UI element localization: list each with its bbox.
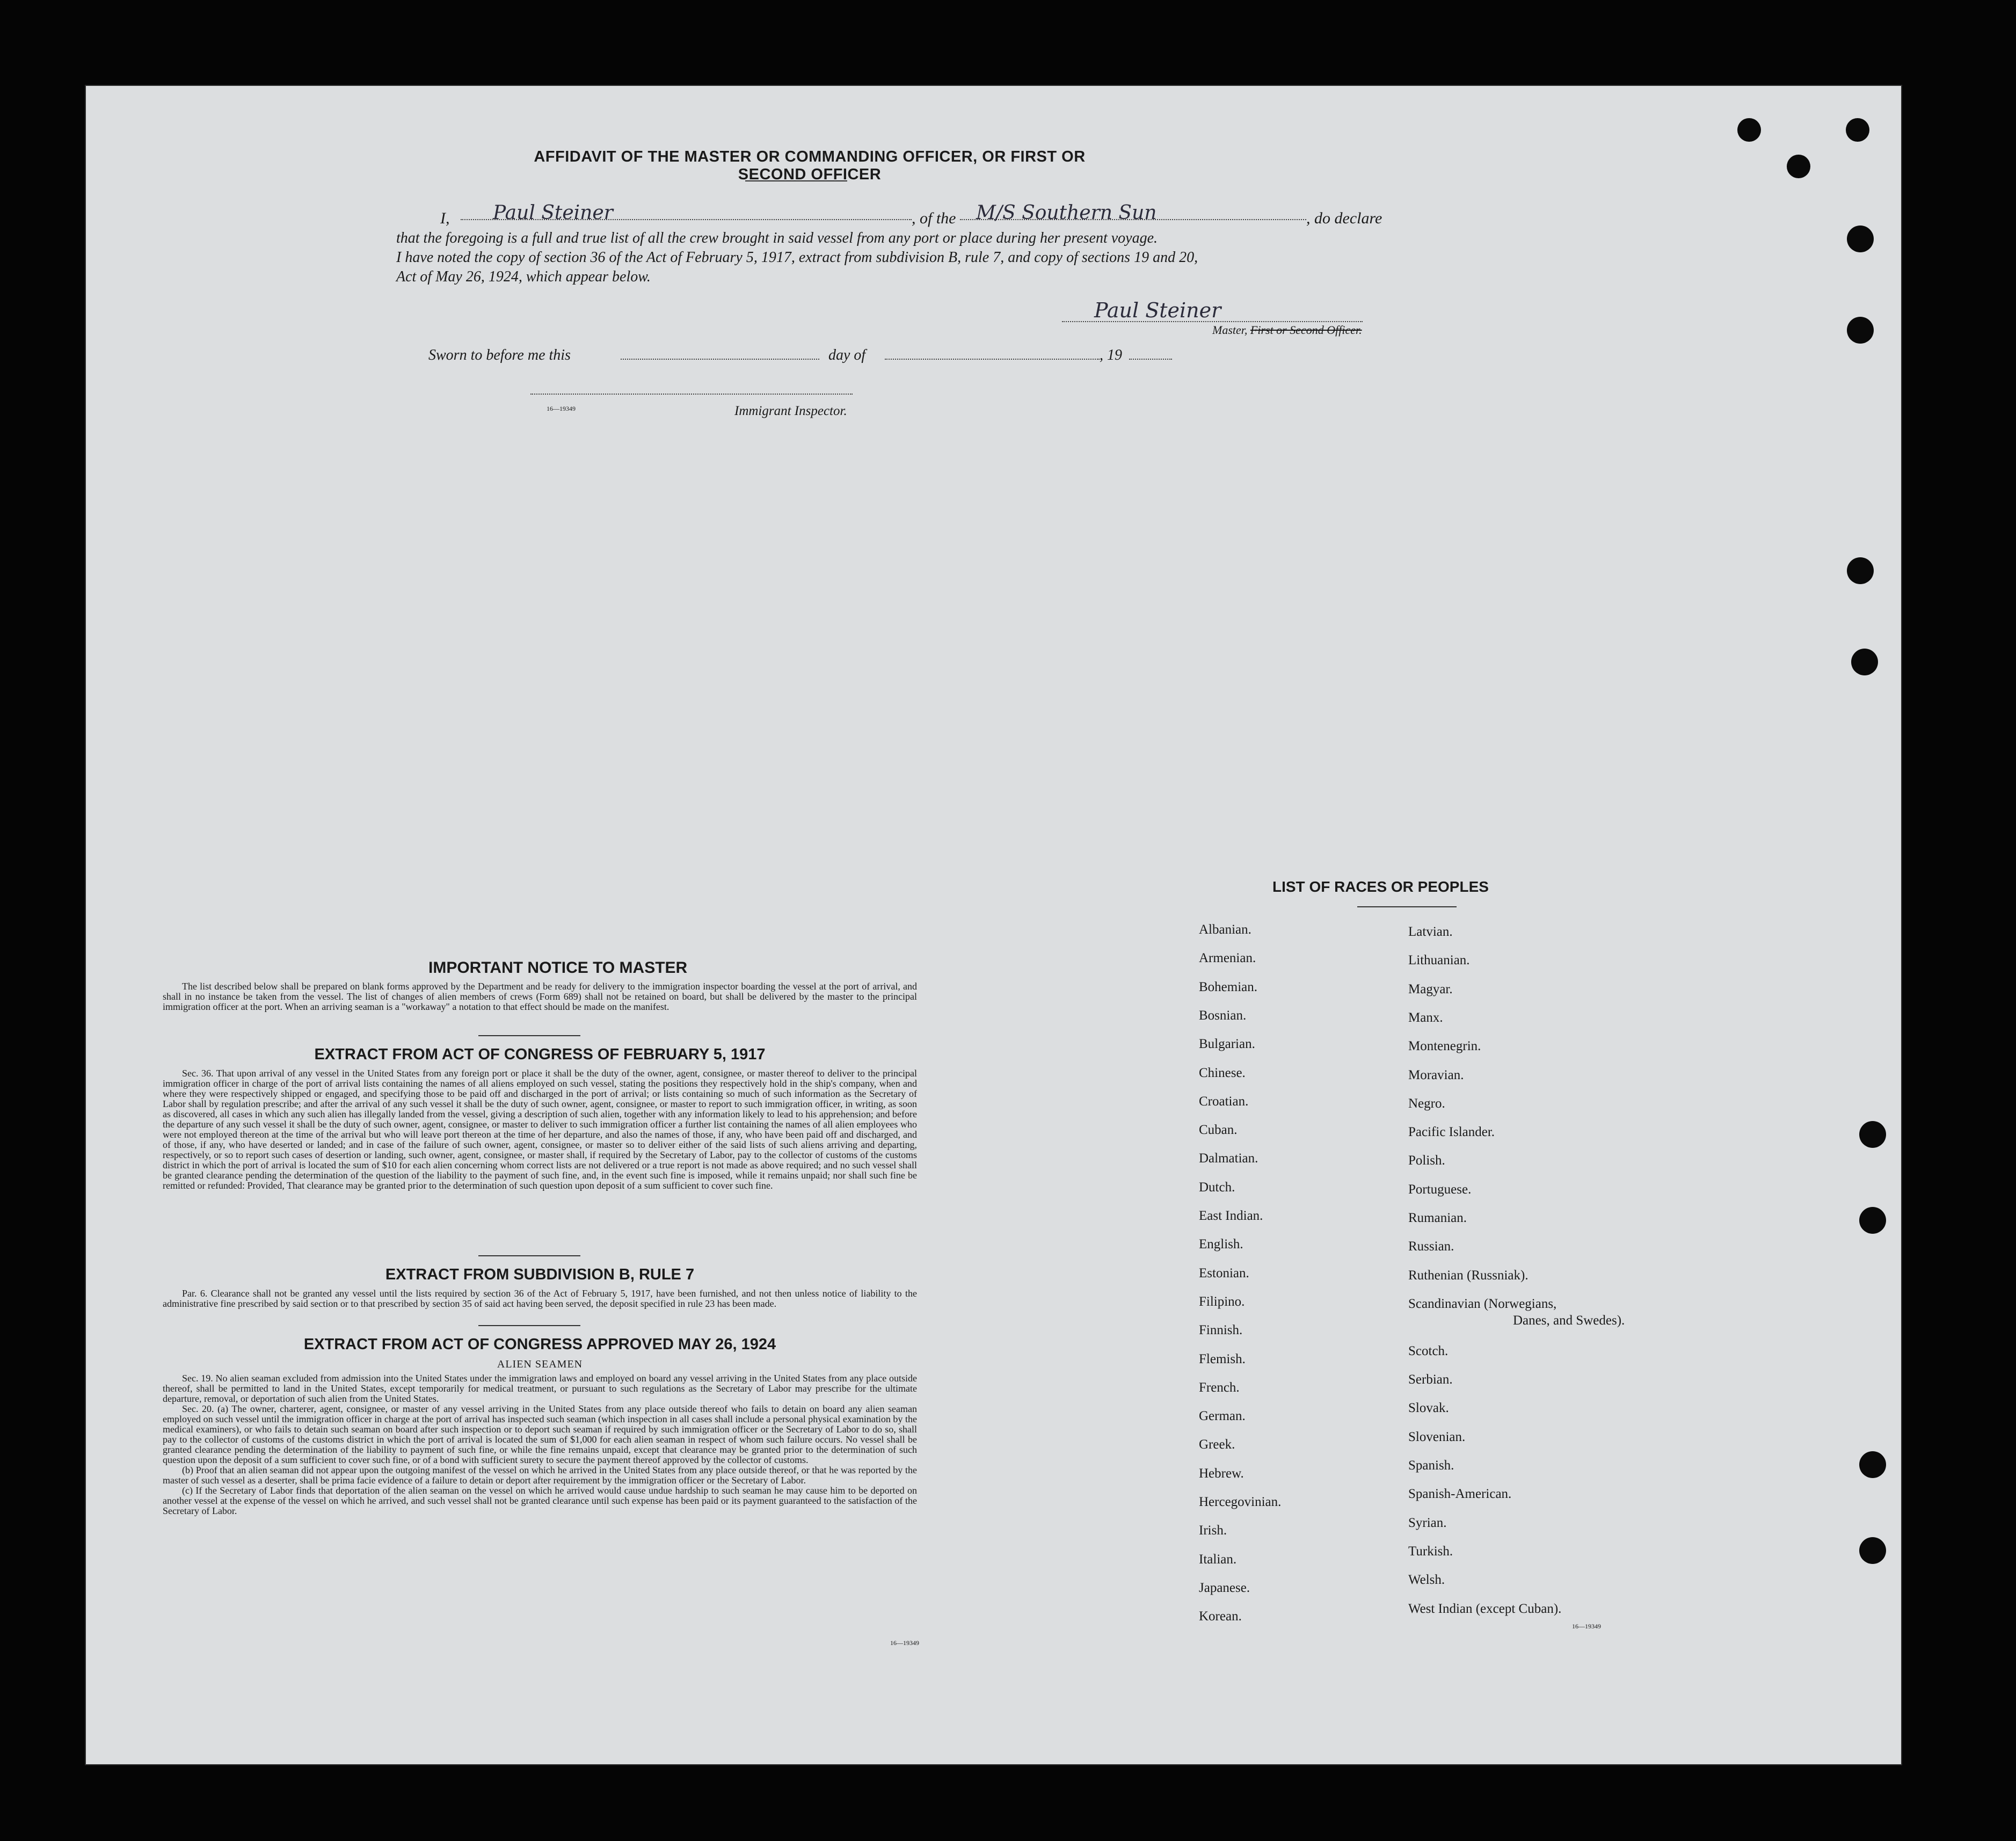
race-item: English. — [1199, 1237, 1243, 1252]
sec20c-paragraph: (c) If the Secretary of Labor finds that deportation of the alien seaman on the vessel on which he arrived would cause undue hardship to such seaman he may cause him to be deported on another vessel at the expense of the vessel on which he arrived, and such vessel shall not be granted clearance until such expense has been paid or its payment guaranteed to the satisfaction of the Secretary of Labor. — [163, 1485, 917, 1516]
race-item: Flemish. — [1199, 1351, 1246, 1366]
sec19-paragraph: Sec. 19. No alien seaman excluded from admission into the United States under the immigration laws and employed on board any vessel arriving in the United States from any place outside thereof, shall be permitted to land in the United States, except temporarily for medical treatment, or pursuant to such regulations as the Secretary of Labor may prescribe for the ultimate departure, removal, or deportation of such alien from the United States. — [163, 1373, 917, 1404]
binder-hole — [1851, 649, 1878, 675]
extract-1917-text — [163, 1068, 917, 1191]
race-item: Welsh. — [1408, 1573, 1445, 1588]
race-item: Spanish-American. — [1408, 1487, 1512, 1502]
binder-hole — [1846, 118, 1869, 142]
divider — [478, 1035, 580, 1036]
race-item: Irish. — [1199, 1523, 1227, 1538]
sworn-day-of: day of — [828, 347, 866, 363]
race-item: Bosnian. — [1199, 1008, 1247, 1023]
extract-1917-title: EXTRACT FROM ACT OF CONGRESS OF FEBRUARY 5, 1917 — [314, 1046, 766, 1063]
race-item: Dutch. — [1199, 1180, 1235, 1195]
race-item: Scotch. — [1408, 1343, 1449, 1358]
race-item: Rumanian. — [1408, 1211, 1467, 1225]
race-scandinavian-continuation: Danes, and Swedes). — [1513, 1313, 1625, 1328]
race-item: Russian. — [1408, 1239, 1454, 1254]
race-item: Croatian. — [1199, 1094, 1249, 1109]
sworn-date-line — [621, 359, 819, 360]
name-handwritten: Paul Steiner — [493, 202, 613, 224]
races-form-number: 16—19349 — [1572, 1622, 1601, 1630]
notice-paragraph: The list described below shall be prepared on blank forms approved by the Department and be ready for delivery to the immigration inspector boarding the vessel at the port of arrival, and shall in no instance be taken from the vessel. The list of changes of alien members of crews (Form 689) shall not be retained on board, but shall be delivered by the master to the principal immigration officer at the port. When an arriving seaman is a "workaway" a notation to that effect should be made on the manifest. — [163, 981, 917, 1012]
binder-hole — [1787, 155, 1810, 178]
extract-1924-text — [163, 1373, 917, 1516]
race-item: Spanish. — [1408, 1458, 1454, 1473]
vessel-handwritten: M/S Southern Sun — [976, 202, 1157, 224]
affidavit-body-line3: Act of May 26, 1924, which appear below. — [396, 268, 651, 285]
signature-handwritten: Paul Steiner — [1094, 299, 1221, 322]
race-item: Polish. — [1408, 1153, 1445, 1168]
race-item: Estonian. — [1199, 1265, 1249, 1280]
affidavit-i-prefix: I, — [440, 209, 450, 227]
affidavit-form-number: 16—19349 — [547, 405, 576, 412]
races-title: LIST OF RACES OR PEOPLES — [1272, 878, 1489, 895]
notice-text — [163, 981, 917, 1012]
race-item: Italian. — [1199, 1552, 1237, 1567]
sworn-prefix: Sworn to before me this — [428, 347, 571, 363]
binder-hole — [1859, 1207, 1886, 1234]
race-item: Slovenian. — [1408, 1429, 1466, 1444]
race-item: Filipino. — [1199, 1294, 1245, 1309]
race-item: Manx. — [1408, 1010, 1443, 1025]
race-item: Armenian. — [1199, 951, 1256, 966]
affidavit-body-line1: that the foregoing is a full and true list of all the crew brought in said vessel from any port or place during her present voyage. — [396, 230, 1158, 246]
binder-hole — [1737, 118, 1761, 142]
binder-hole — [1847, 557, 1874, 584]
race-item: Bohemian. — [1199, 979, 1258, 994]
race-item: Cuban. — [1199, 1123, 1238, 1138]
inspector-line — [530, 394, 853, 395]
race-item: Montenegrin. — [1408, 1039, 1481, 1054]
race-item: Negro. — [1408, 1096, 1445, 1111]
race-item: Japanese. — [1199, 1580, 1250, 1595]
race-item: Greek. — [1199, 1437, 1235, 1452]
document-page — [85, 85, 1902, 1765]
extract-1924-title: EXTRACT FROM ACT OF CONGRESS APPROVED MAY 26, 1924 — [303, 1336, 776, 1353]
race-item: Syrian. — [1408, 1515, 1447, 1530]
signature-caption-struck: First or Second Officer. — [1250, 323, 1362, 337]
race-item: Albanian. — [1199, 922, 1251, 937]
divider — [478, 1325, 580, 1326]
extract-form-number: 16—19349 — [890, 1639, 919, 1647]
race-item: Lithuanian. — [1408, 953, 1470, 968]
extract-rule7-text — [163, 1289, 917, 1309]
binder-hole — [1847, 317, 1874, 344]
extract-rule7-title: EXTRACT FROM SUBDIVISION B, RULE 7 — [385, 1266, 695, 1283]
divider — [1357, 906, 1457, 907]
binder-hole — [1859, 1451, 1886, 1478]
race-item: East Indian. — [1199, 1209, 1263, 1223]
sworn-year-line — [1129, 359, 1172, 360]
binder-hole — [1859, 1121, 1886, 1148]
race-item: Latvian. — [1408, 925, 1453, 939]
binder-hole — [1859, 1537, 1886, 1564]
race-item: Finnish. — [1199, 1323, 1243, 1338]
race-item: German. — [1199, 1409, 1246, 1424]
binder-hole — [1847, 225, 1874, 252]
race-item: Serbian. — [1408, 1372, 1453, 1387]
race-item: Moravian. — [1408, 1067, 1464, 1082]
sec20a-paragraph: Sec. 20. (a) The owner, charterer, agent, consignee, or master of any vessel arriving in the United States from any place outside thereof who fails to detain on board any alien seaman employed on such vessel until the immigration officer in charge at the port of arrival has inspected such seaman (which inspection in all cases shall include a personal physical examination by the medical examiners), or who fails to detain such seaman on board after such inspection or to deport such seaman if required by such immigration officer or the Secretary of Labor to do so, shall pay to the collector of customs of the customs district in which the port of arrival is located the sum of $1,000 for each alien seaman in respect of whom such failure occurs. No vessel shall be granted clearance pending the determination of the liability to payment of such fine, or while the fine remains unpaid, except that clearance may be granted prior to the determination of such question upon the deposit of a sum sufficient to cover such fine, or of a bond with sufficient surety to secure the payment thereof approved by the collector of customs. — [163, 1403, 917, 1465]
sec36-paragraph: Sec. 36. That upon arrival of any vessel in the United States from any foreign port or place it shall be the duty of the owner, agent, consignee, or master thereof to deliver to the principal immigration officer in charge of the port of arrival lists containing the names of all aliens employed on such vessel, stating the positions they respectively hold in the ship's company, when and where they were respectively shipped or engaged, and specifying those to be paid off and discharged in the port of arrival; or lists containing so much of such information as the Secretary of Labor shall by regulation prescribe; and after the arrival of any such vessel it shall be the duty of such owner, agent, consignee, or master to report to such immigration officer, in writing, as soon as discovered, all cases in which any such alien has illegally landed from the vessel, giving a description of such alien, together with any information likely to lead to his apprehension; and before the departure of any such vessel it shall be the duty of such owner, agent, consignee, or master to deliver to such immigration officer a further list containing the names of all alien employees who were not employed thereon at the time of the arrival but who will leave port thereon at the time of her departure, and also the names of those, if any, who have been paid off and discharged, and of those, if any, who have deserted or landed; and in case of the failure of such owner, agent, consignee, or master so to deliver either of the said lists of such aliens arriving and departing, respectively, or so to report such cases of desertion or landing, such owner, agent, consignee, or master shall, if required by the Secretary of Labor, pay to the collector of customs of the customs district in which the port of arrival is located the sum of $10 for each alien concerning whom correct lists are not delivered or a true report is not made as above required; and no such vessel shall be granted clearance pending the determination of the question of the liability to the payment of such fine, and, in the event such fine is imposed, while it remains unpaid; nor shall such fine be remitted or refunded: Provided, That clearance may be granted prior to the determination of such question upon deposit of a sum sufficient to cover such fine. — [163, 1068, 917, 1191]
race-item: French. — [1199, 1380, 1240, 1395]
race-item: West Indian (except Cuban). — [1408, 1601, 1562, 1616]
rule7-paragraph: Par. 6. Clearance shall not be granted any vessel until the lists required by section 36 of the Act of February 5, 1917, have been furnished, and not then unless notice of liability to the administrative fine prescribed by said section or to that prescribed by section 35 of said act having been served, the deposit specified in rule 23 has been made. — [163, 1288, 917, 1309]
sworn-year-prefix: , 19 — [1100, 347, 1122, 363]
race-item: Scandinavian (Norwegians, — [1408, 1296, 1557, 1311]
signature-caption — [1212, 323, 1362, 337]
sec20b-paragraph: (b) Proof that an alien seaman did not appear upon the outgoing manifest of the vessel on which he arrived in the United States from any place outside thereof, or that he was reported by the master of such vessel as a deserter, shall be prima facie evidence of a failure to detain or deport after requirement by the immigration officer or the Secretary of Labor. — [163, 1465, 917, 1486]
sworn-month-line — [885, 359, 1100, 360]
signature-caption-master: Master, — [1212, 323, 1248, 337]
inspector-caption: Immigrant Inspector. — [734, 404, 847, 418]
affidavit-body-line2: I have noted the copy of section 36 of the Act of February 5, 1917, extract from subdivision B, rule 7, and copy of sections 19 and 20, — [396, 249, 1198, 266]
divider — [745, 180, 847, 181]
race-item: Korean. — [1199, 1609, 1242, 1624]
divider — [478, 1255, 580, 1256]
affidavit-do-declare: , do declare — [1306, 209, 1382, 227]
race-item: Pacific Islander. — [1408, 1125, 1495, 1140]
race-item: Dalmatian. — [1199, 1151, 1258, 1166]
race-item: Hebrew. — [1199, 1466, 1244, 1481]
race-item: Bulgarian. — [1199, 1037, 1255, 1052]
race-item: Magyar. — [1408, 981, 1453, 996]
race-item: Chinese. — [1199, 1065, 1246, 1080]
affidavit-title: AFFIDAVIT OF THE MASTER OR COMMANDING OFFICER, OR FIRST OR SECOND OFFICER — [534, 148, 1086, 183]
race-item: Hercegovinian. — [1199, 1495, 1282, 1509]
race-item: Turkish. — [1408, 1544, 1453, 1559]
notice-title: IMPORTANT NOTICE TO MASTER — [428, 959, 688, 977]
affidavit-of-the: , of the — [912, 209, 956, 227]
extract-1924-subtitle: ALIEN SEAMEN — [497, 1358, 583, 1370]
race-item: Slovak. — [1408, 1401, 1449, 1416]
race-item: Ruthenian (Russniak). — [1408, 1268, 1529, 1283]
race-item: Portuguese. — [1408, 1182, 1472, 1197]
